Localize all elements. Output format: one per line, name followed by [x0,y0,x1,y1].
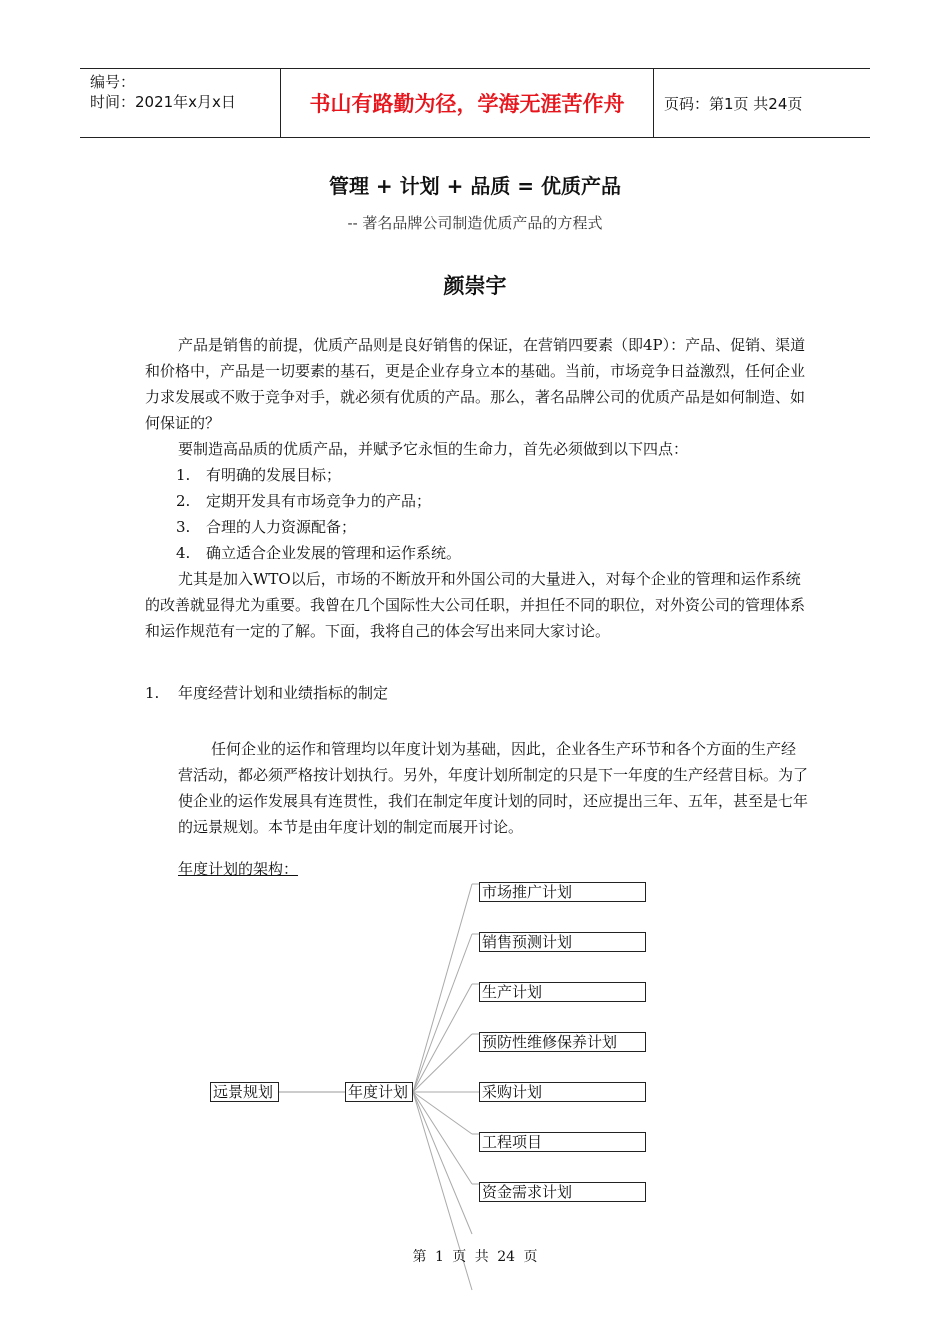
section-heading [145,682,388,703]
section-paragraph: 任何企业的运作和管理均以年度计划为基础，因此，企业各生产环节和各个方面的生产经营活动，都必须严格按计划执行。另外，年度计划所制定的只是下一年度的生产经营目标。为了使企业的运作发展具有连贯性，我们在制定年度计划的同时，还应提出三年、五年，甚至是七年的远景规划。本节是由年度计划的制定而展开讨论。 [178,740,809,836]
page-label: 页码：第1页 共24页 [664,94,803,113]
diagram-branch-box: 生产计划 [479,982,646,1002]
diagram-branch-box: 市场推广计划 [479,882,646,902]
header-meta-cell [80,69,281,137]
motto: 书山有路勤为径，学海无涯苦作舟 [281,69,654,137]
section-title: 年度经营计划和业绩指标的制定 [178,684,389,702]
diagram-branch-box: 预防性维修保养计划 [479,1032,646,1052]
list-item [176,488,431,514]
diagram-branch-box: 资金需求计划 [479,1182,646,1202]
list-item [176,514,356,540]
diagram-root-box: 远景规划 [210,1082,279,1102]
list-item-number: 2. [176,492,191,510]
diagram-branch-box: 销售预测计划 [479,932,646,952]
page-footer: 第 1 页 共 24 页 [412,1249,538,1265]
list-item-text: 合理的人力资源配备； [206,518,357,536]
list-item-text: 定期开发具有市场竞争力的产品； [206,492,432,510]
list-item [176,462,341,488]
code-label: 编号： [90,73,136,91]
diagram-branch-box: 采购计划 [479,1082,646,1102]
document-title: 管理 + 计划 + 品质 = 优质产品 [328,174,622,198]
intro-paragraph-2: 要制造高品质的优质产品，并赋予它永恒的生命力，首先必须做到以下四点： [178,440,689,458]
list-item-number: 1. [176,466,191,484]
list-item-text: 确立适合企业发展的管理和运作系统。 [206,544,462,562]
branch-connectors [413,884,479,1290]
document-header [80,68,870,138]
document-subtitle: -- 著名品牌公司制造优质产品的方程式 [347,214,603,232]
architecture-label: 年度计划的架构： [178,860,299,878]
intro-paragraph-3: 尤其是加入WTO以后，市场的不断放开和外国公司的大量进入，对每个企业的管理和运作系统的改善就显得尤为重要。我曾在几个国际性大公司任职，并担任不同的职位，对外资公司的管理体系和运作规范有一定的了解。下面，我将自己的体会写出来同大家讨论。 [145,570,806,640]
list-item-number: 3. [176,518,191,536]
list-item-number: 4. [176,544,191,562]
diagram-center-box: 年度计划 [345,1082,413,1102]
diagram-branch-box: 工程项目 [479,1132,646,1152]
section-number: 1. [145,684,160,702]
author: 颜崇宇 [443,274,507,298]
list-item-text: 有明确的发展目标； [206,466,342,484]
date-label: 时间：2021年x月x日 [90,93,236,111]
intro-paragraph-1: 产品是销售的前提，优质产品则是良好销售的保证，在营销四要素（即4P）：产品、促销、渠道和价格中，产品是一切要素的基石，更是企业存身立本的基础。当前，市场竞争日益激烈，任何企业力求发展或不败于竞争对手，就必须有优质的产品。那么，著名品牌公司的优质产品是如何制造、如何保证的？ [145,336,806,432]
list-item [176,540,461,566]
